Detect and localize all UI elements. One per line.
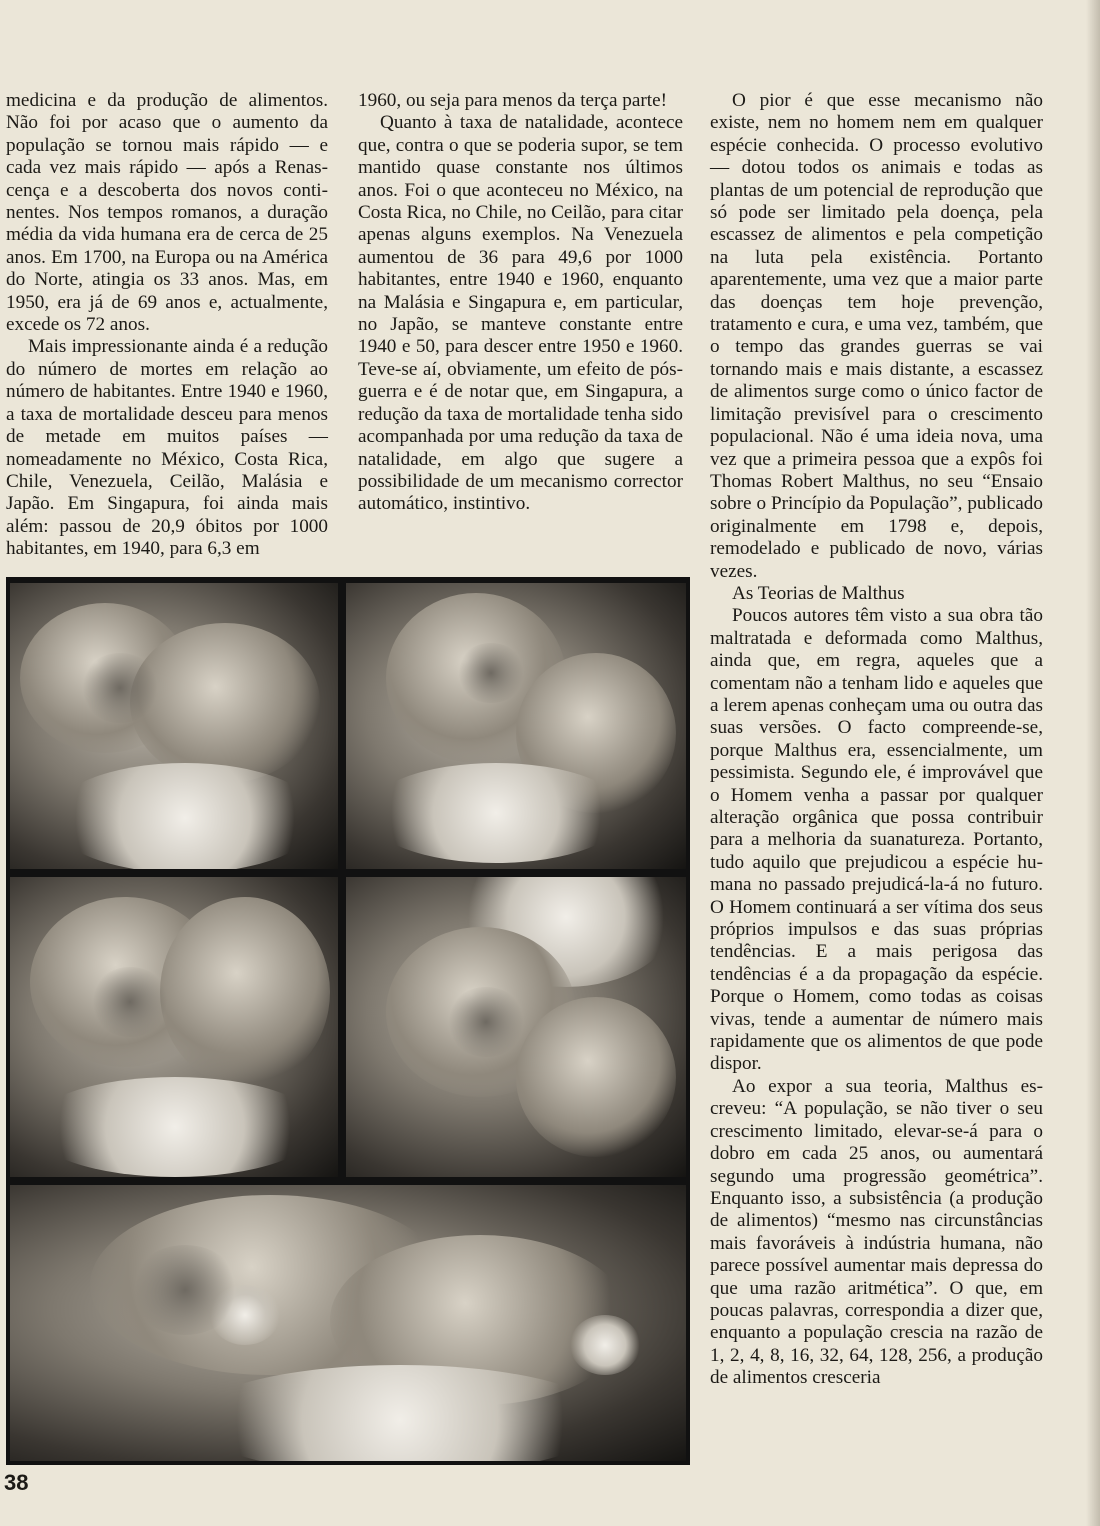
paragraph: Quanto à taxa de natalidade, acontece que, contra o que se poderia supor, se tem mantido quase constante nos últimos anos. Foi o que aconteceu no México, na Costa Rica, no Chile, no Ceilão, para citar apenas alguns exemplos. Na Venezuela aumentou de 36 para 49,6 por 1000 habitantes, entre 1940 e 1960, enquanto na Malásia e Singapura e, em particular, no Japão, se manteve constante entre 1940 e 50, para descer entre 1950 e 1960. Teve-se aí, obviamente, um efeito de pós-guerra e é de notar que, em Singapura, a redução da taxa de mortalidade tenha sido acompanhada por uma redução da taxa de natalidade, em algo que sugere a possibilidade de um mecanismo corrector automático, instintivo. (358, 112, 683, 515)
infant-photo (10, 1185, 686, 1461)
paragraph: Mais impressionante ainda é a redução do número de mortes em relação ao número de habitantes. Entre 1940 e 1960, a taxa de mortalidade desceu para menos de metade em muitos países — nomeadamente no México, Costa Rica, Chile, Venezuela, Ceilão, Malásia e Japão. Em Singapura, foi ainda mais além: passou de 20,9 óbitos por 1000 habitantes, em 1940, para 6,3 em (6, 336, 328, 560)
text-column-3 (710, 90, 1043, 1390)
text-column-2 (358, 90, 683, 516)
page-number: 38 (4, 1470, 29, 1495)
paragraph: 1960, ou seja para menos da terça parte! (358, 90, 667, 111)
page-edge-shadow (1086, 0, 1100, 1526)
infant-photo (10, 583, 338, 869)
text-column-1 (6, 90, 328, 561)
photo-collage (6, 577, 690, 1465)
paragraph: Ao expor a sua teoria, Malthus escreveu: “A população, se não tiver o seu crescimento limitado, elevar-se-á para o dobro em cada 25 anos, ou aumentará segundo uma progressão geométrica”. Enquanto isso, a subsistência (a produção de alimentos) “mesmo nas circunstâncias mais favoráveis à indústria humana, não parece possível aumentar mais depressa do que uma razão aritmética”. O que, em poucas palavras, correspondia a dizer que, enquanto a população crescia na razão de 1, 2, 4, 8, 16, 32, 64, 128, 256, a produção de alimentos cresceria (710, 1075, 1043, 1389)
paragraph: O pior é que esse mecanismo não existe, nem no homem nem em qualquer espécie conhecida. O processo evolutivo — dotou todos os animais e todas as plantas de um potencial de reprodução que só pode ser limitado pela doença, pela escassez de alimentos e pela competição na luta pela existência. Portanto aparentemente, uma vez que a maior parte das doenças tem hoje prevenção, tratamento e cura, e uma vez, também, que o tempo das grandes guerras se vai tornando mais e mais distante, a escassez de alimentos surge como o único factor de limitação previsível para o crescimento populacional. Não é uma ideia nova, uma vez que a primeira pessoa que a expôs foi Thomas Robert Malthus, no seu “Ensaio sobre o Princípio da População”, publicado originalmente em 1798 e, depois, remodelado e publicado de novo, várias vezes. (710, 90, 1043, 582)
infant-photo (10, 877, 338, 1177)
section-heading: As Teorias de Malthus (732, 582, 905, 604)
paragraph: Poucos autores têm visto a sua obra tão maltratada e deformada como Malthus, ainda que, em regra, aqueles que a comentam não a tenham lido e aqueles que a lerem apenas conheçam uma ou outra das suas versões. O facto compreende-se, porque Malthus era, essencialmente, um pessimista. Segundo ele, é improvável que o Homem venha a passar por qualquer alteração orgânica que possa contribuir para a melhoria da suanatureza. Portanto, tudo aquilo que prejudicou a espécie humana no passado prejudicá-la-á no futuro. O Homem continuará a ser vítima dos seus próprios impulsos e das suas próprias tendências. E a mais perigosa das tendências é a da propagação da espécie. Porque o Homem, como todas as coisas vivas, tende a aumentar de número mais rapidamente que os alimentos de que pode dispor. (710, 605, 1043, 1075)
infant-photo (346, 583, 686, 869)
infant-photo (346, 877, 686, 1177)
paragraph: medicina e da produção de alimentos. Não foi por acaso que o aumento da população se tornou mais rápido — e cada vez mais rápido — após a Renascença e a descoberta dos novos continentes. Nos tempos romanos, a duração média da vida humana era de cerca de 25 anos. Em 1700, na Europa ou na América do Norte, atingia os 33 anos. Mas, em 1950, era já de 69 anos e, actualmente, excede os 72 anos. (6, 90, 328, 336)
